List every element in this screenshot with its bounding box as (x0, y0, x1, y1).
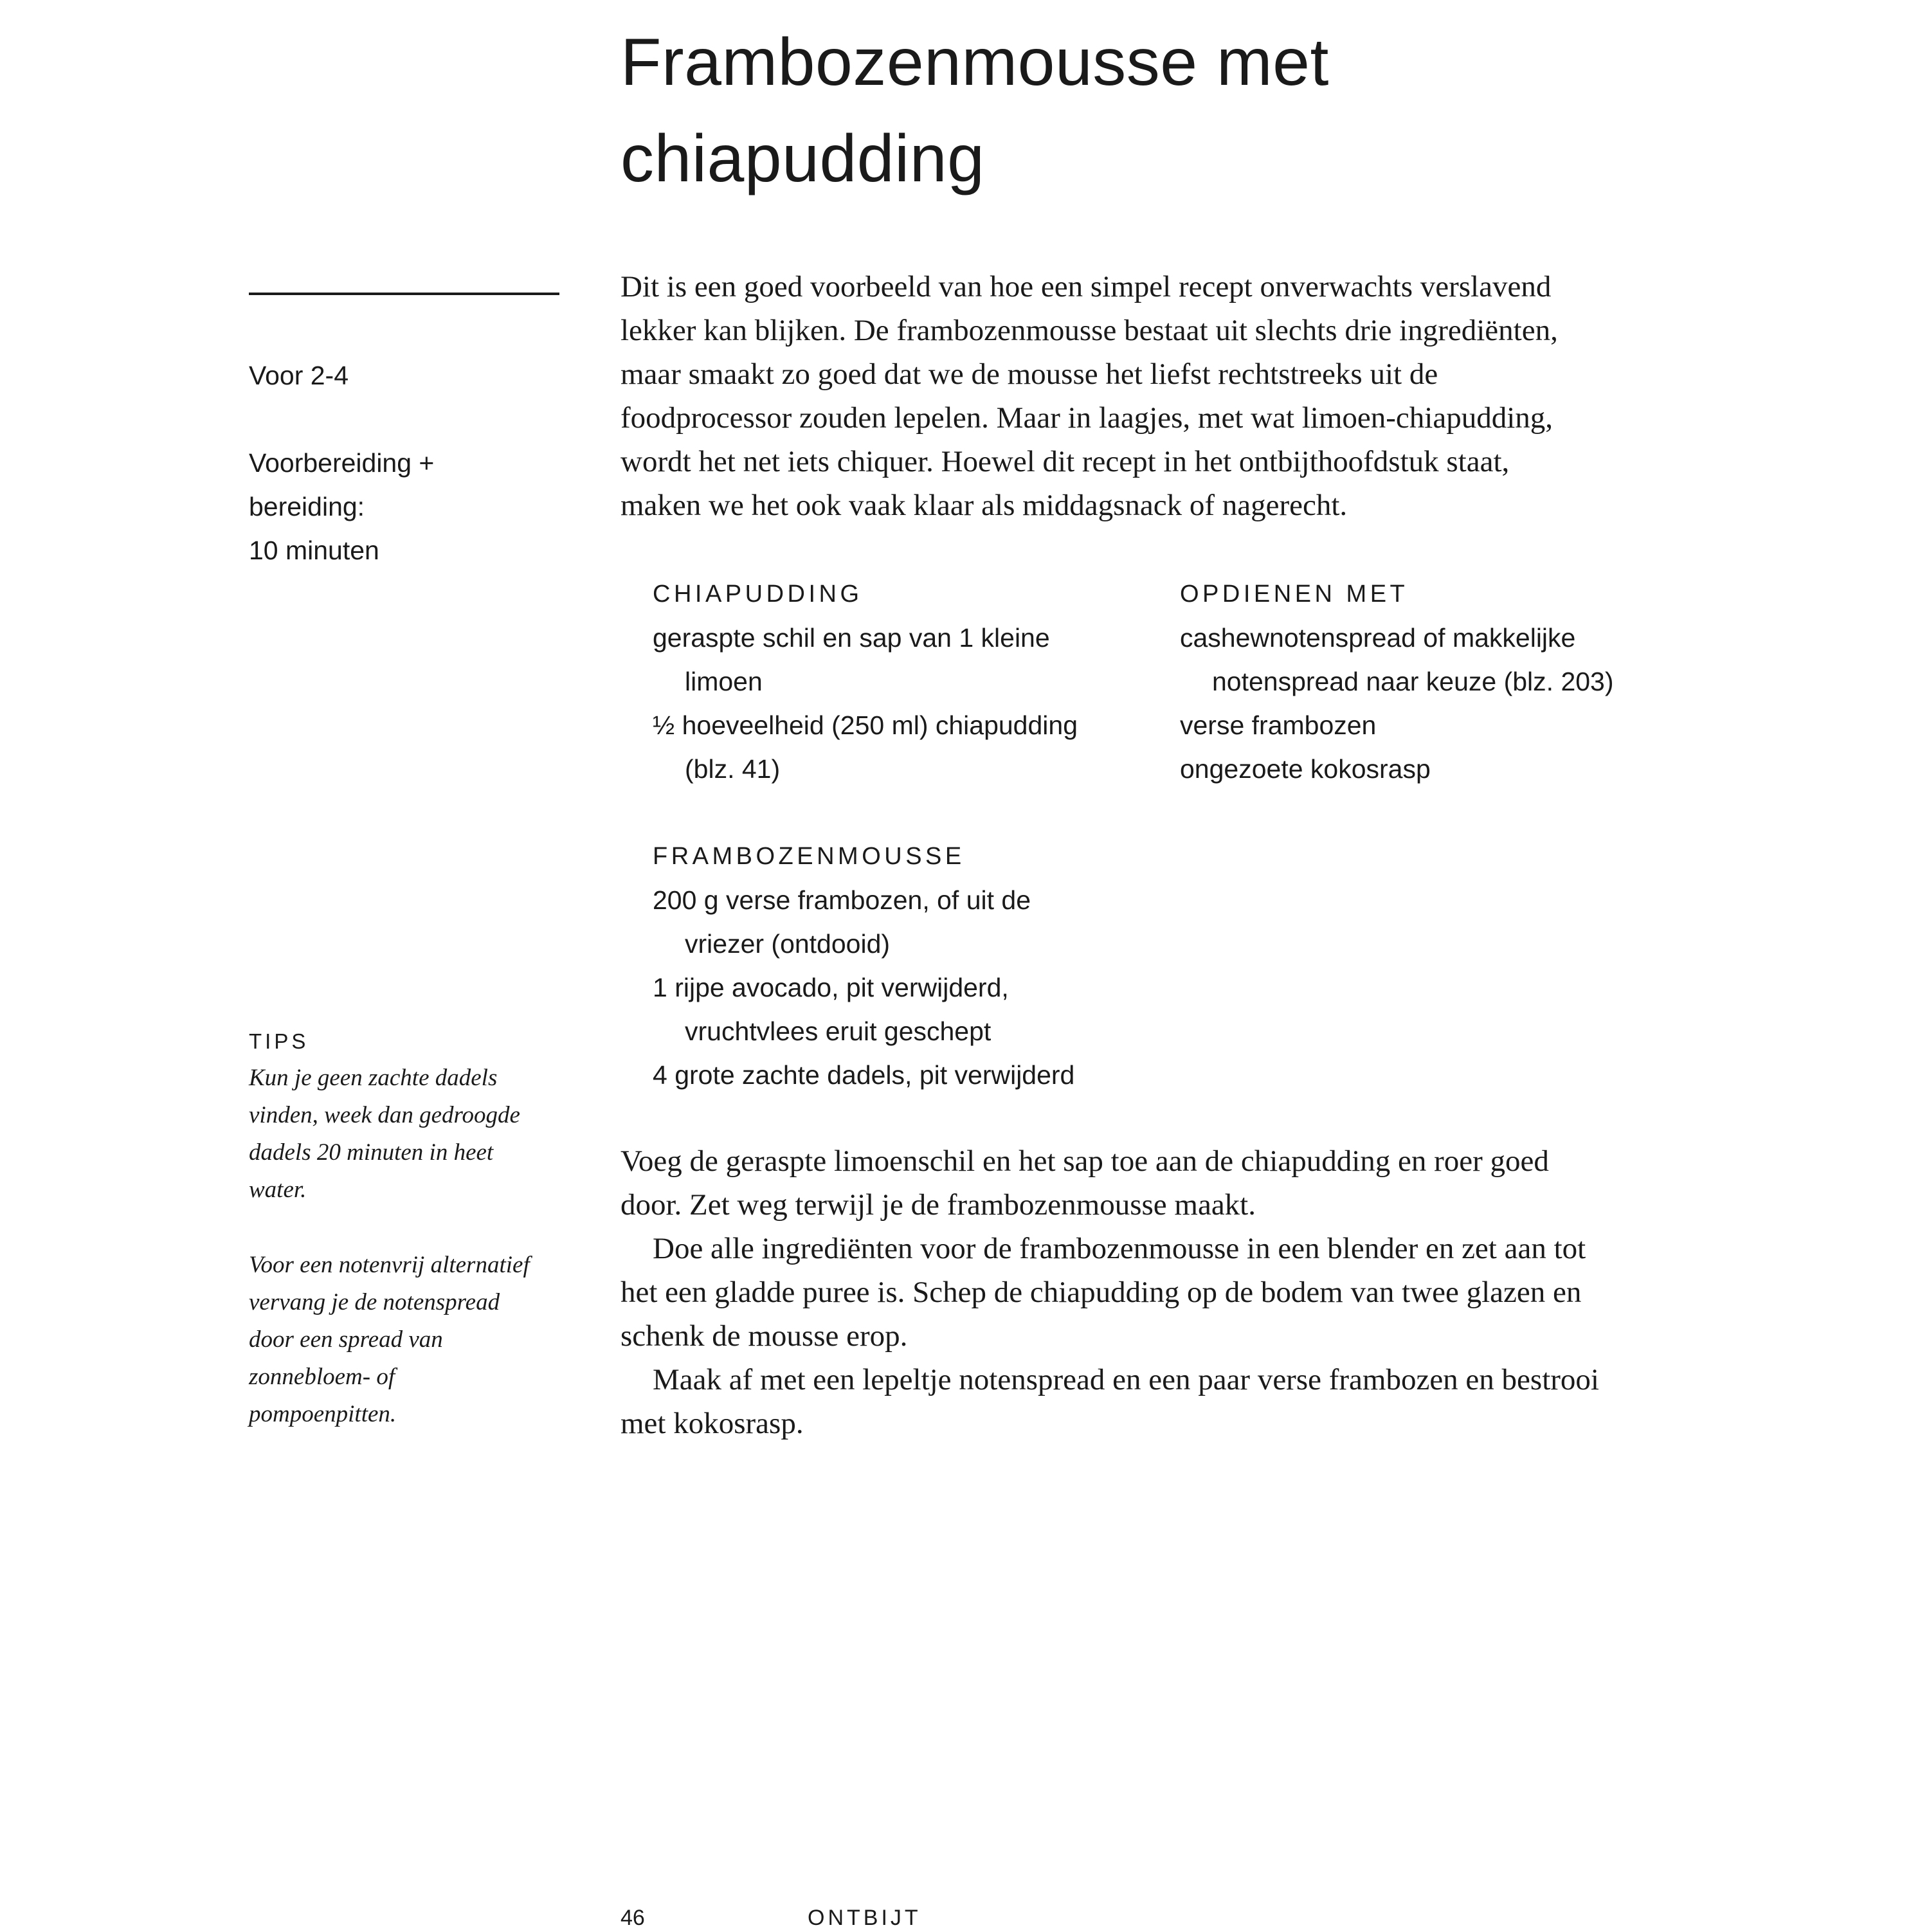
ingredient-list-opdienen (1180, 616, 1614, 791)
page-number: 46 (620, 1906, 645, 1930)
method-line: met kokosrasp. (620, 1407, 804, 1440)
ingredient-item (653, 966, 1074, 1053)
servings-info (249, 354, 349, 397)
method-line: Doe alle ingrediënten voor de frambozenmousse in een blender en zet aan tot (653, 1232, 1586, 1265)
section-name: ONTBIJT (808, 1906, 921, 1930)
page-title (620, 14, 1842, 207)
ingredient-text: (blz. 41) (685, 754, 781, 784)
ingredient-text: 1 rijpe avocado, pit verwijderd, (653, 973, 1009, 1002)
title-line: Frambozenmousse met (620, 25, 1329, 100)
prep-line: bereiding: (249, 492, 365, 521)
intro-line: Dit is een goed voorbeeld van hoe een simpel recept onverwachts verslavend (620, 270, 1552, 303)
tip-line: pompoenpitten. (249, 1401, 397, 1427)
tip-line: door een spread van (249, 1326, 443, 1353)
prep-line: 10 minuten (249, 536, 379, 565)
method-line: door. Zet weg terwijl je de frambozenmousse maakt. (620, 1188, 1256, 1222)
ingredient-item (653, 703, 1078, 791)
ingredient-heading-frambozenmousse: FRAMBOZENMOUSSE (653, 843, 965, 870)
tip-line: vinden, week dan gedroogde (249, 1102, 520, 1128)
prep-time-info (249, 441, 434, 572)
ingredient-text: 200 g verse frambozen, of uit de (653, 885, 1031, 915)
ingredient-item (1180, 703, 1614, 747)
ingredient-item (653, 616, 1078, 703)
ingredient-item (1180, 747, 1614, 791)
tip-line: water. (249, 1177, 307, 1203)
intro-line: wordt het net iets chiquer. Hoewel dit recept in het ontbijthoofdstuk staat, (620, 445, 1510, 478)
ingredient-text: cashewnotenspread of makkelijke (1180, 623, 1576, 653)
intro-line: lekker kan blijken. De frambozenmousse bestaat uit slechts drie ingrediënten, (620, 314, 1558, 347)
tip-paragraph (249, 1060, 583, 1209)
ingredient-heading-opdienen: OPDIENEN MET (1180, 581, 1409, 608)
tip-line: vervang je de notenspread (249, 1289, 500, 1315)
tip-line: zonnebloem- of (249, 1364, 395, 1390)
ingredient-list-chiapudding (653, 616, 1078, 791)
ingredient-list-frambozenmousse (653, 878, 1074, 1097)
method-line: het een gladde puree is. Schep de chiapudding op de bodem van twee glazen en (620, 1276, 1582, 1309)
ingredient-text: ½ hoeveelheid (250 ml) chiapudding (653, 710, 1078, 740)
ingredient-text: geraspte schil en sap van 1 kleine (653, 623, 1050, 653)
ingredient-heading-chiapudding: CHIAPUDDING (653, 581, 863, 608)
tip-line: Kun je geen zachte dadels (249, 1065, 498, 1091)
ingredient-item (1180, 616, 1614, 703)
method-line: Voeg de geraspte limoenschil en het sap toe aan de chiapudding en roer goed (620, 1144, 1549, 1178)
ingredient-text: vriezer (ontdooid) (685, 929, 891, 959)
tip-line: dadels 20 minuten in heet (249, 1139, 494, 1166)
intro-line: maar smaakt zo goed dat we de mousse het liefst rechtstreeks uit de (620, 357, 1438, 391)
tip-paragraph (249, 1247, 583, 1433)
ingredient-item (653, 1053, 1074, 1097)
ingredient-text: vruchtvlees eruit geschept (685, 1016, 992, 1046)
tip-line: Voor een notenvrij alternatief (249, 1252, 530, 1278)
method-line: schenk de mousse erop. (620, 1319, 908, 1353)
ingredient-text: notenspread naar keuze (blz. 203) (1212, 667, 1614, 696)
method-paragraph (620, 1139, 1714, 1445)
intro-line: foodprocessor zouden lepelen. Maar in laagjes, met wat limoen-chiapudding, (620, 401, 1553, 435)
title-line: chiapudding (620, 122, 985, 196)
intro-line: maken we het ook vaak klaar als middagsnack of nagerecht. (620, 489, 1348, 522)
ingredient-text: verse frambozen (1180, 710, 1377, 740)
method-line: Maak af met een lepeltje notenspread en een paar verse frambozen en bestrooi (653, 1363, 1599, 1396)
sidebar-divider (249, 293, 559, 295)
intro-paragraph (620, 265, 1714, 527)
servings-text: Voor 2-4 (249, 361, 349, 390)
ingredient-text: 4 grote zachte dadels, pit verwijderd (653, 1060, 1075, 1090)
tips-label: TIPS (249, 1029, 309, 1053)
ingredient-text: ongezoete kokosrasp (1180, 754, 1431, 784)
ingredient-item (653, 878, 1074, 966)
prep-line: Voorbereiding + (249, 448, 435, 478)
ingredient-text: limoen (685, 667, 763, 696)
